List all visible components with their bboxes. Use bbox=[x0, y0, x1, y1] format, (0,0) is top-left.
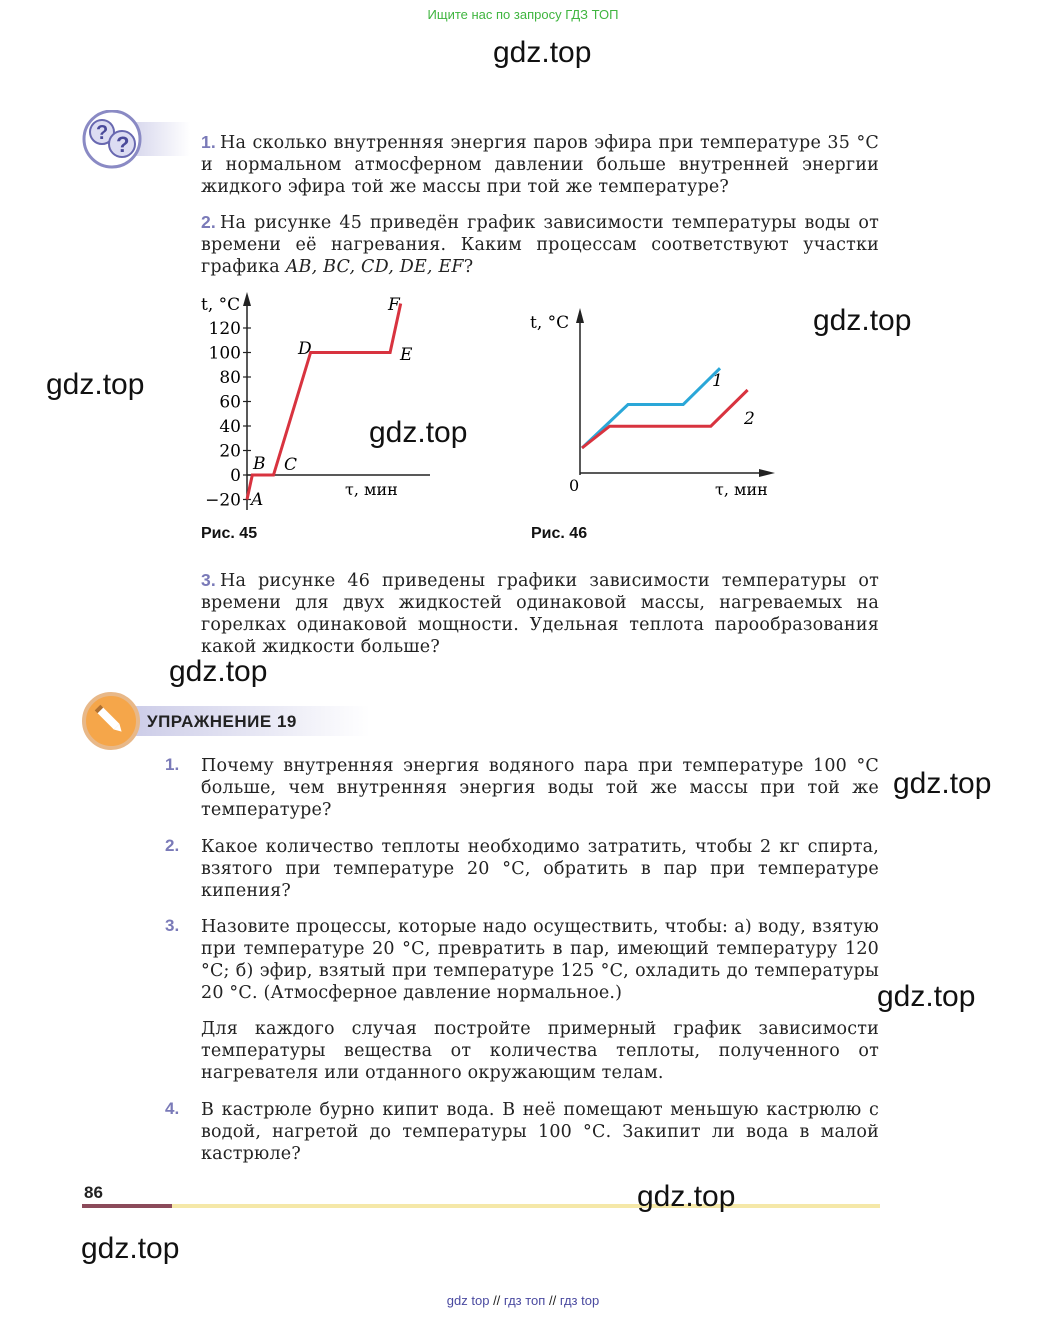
footer-sep-2: // bbox=[548, 1293, 557, 1308]
fig45-point-D: D bbox=[298, 339, 312, 359]
exercise-1-number: 1. bbox=[165, 755, 180, 774]
watermark: gdz.top bbox=[369, 416, 468, 449]
fig45-point-A: A bbox=[251, 490, 264, 510]
footer-bar bbox=[172, 1204, 880, 1208]
footer-link-1[interactable]: gdz top bbox=[446, 1293, 490, 1308]
fig45-y-arrow bbox=[243, 292, 251, 306]
svg-text:?: ? bbox=[96, 122, 109, 144]
exercise-1-text: Почему внутренняя энергия водяного пара при температуре 100 °С больше, чем внутренняя энергия воды той же массы при той же температуре? bbox=[201, 756, 879, 820]
page-number: 86 bbox=[84, 1183, 103, 1202]
fig46-chart bbox=[525, 305, 785, 505]
footer-link-3[interactable]: гдз top bbox=[559, 1293, 600, 1308]
footer-sep-1: // bbox=[493, 1293, 501, 1308]
question-2 bbox=[201, 211, 879, 278]
exercise-3-text: Назовите процессы, которые надо осуществить, чтобы: а) воду, взятую при температуре 20 °С, превратить в пар, имеющий температуру 120 °С; б) эфир, взятый при температуре 125 °С, охладить до температуры 20 °С. (Атмосферное давление нормальное.) bbox=[201, 917, 879, 1003]
question-2-end: ? bbox=[463, 257, 474, 277]
fig45-y-tick-label: 80 bbox=[219, 368, 241, 388]
fig45-y-tick-label: 40 bbox=[219, 417, 241, 437]
fig46-y-arrow bbox=[576, 308, 584, 323]
question-1-text: На сколько внутренняя энергия паров эфира при температуре 35 °С и нормальном атмосферном давлении больше внутренней энергии жидкого эфира той же массы при той же температуре? bbox=[201, 133, 879, 197]
fig45-point-B: B bbox=[253, 454, 266, 474]
watermark: gdz.top bbox=[169, 655, 268, 688]
page-number-bar bbox=[82, 1204, 172, 1208]
fig46-series-label-2: 2 bbox=[744, 409, 755, 429]
fig45-point-F: F bbox=[388, 295, 400, 315]
exercise-4-text: В кастрюле бурно кипит вода. В неё помещают меньшую кастрюлю с водой, нагретой до температуры 100 °С. Закипит ли вода в малой кастрюле? bbox=[201, 1100, 879, 1164]
fig46-series-2 bbox=[582, 390, 748, 448]
fig46-x-arrow bbox=[759, 469, 775, 477]
fig45-y-tick-label: 20 bbox=[219, 441, 241, 462]
exercise-3-number: 3. bbox=[165, 916, 180, 935]
fig45-point-E: E bbox=[400, 345, 413, 365]
exercise-4-number: 4. bbox=[165, 1099, 180, 1118]
fig45-series-line bbox=[247, 304, 401, 500]
top-note[interactable]: Ищите нас по запросу ГДЗ ТОП bbox=[427, 7, 619, 22]
fig45-x-label: τ, мин bbox=[345, 480, 398, 499]
exercise-2-text: Какое количество теплоты необходимо затратить, чтобы 2 кг спирта, взятого при температуре 20 °С, обратить в пар при температуре кипения? bbox=[201, 837, 879, 901]
question-3 bbox=[201, 569, 879, 658]
exercise-title: УПРАЖНЕНИЕ 19 bbox=[147, 712, 297, 731]
question-2-text: На рисунке 45 приведён график зависимости температуры воды от времени её нагревания. Каким процессам соответствуют участки графика bbox=[201, 213, 879, 277]
svg-text:?: ? bbox=[116, 132, 130, 157]
footer-link-2[interactable]: гдз топ bbox=[503, 1293, 546, 1308]
fig45-caption: Рис. 45 bbox=[201, 525, 258, 542]
watermark: gdz.top bbox=[893, 767, 992, 800]
fig45-y-label: t, °C bbox=[201, 295, 241, 315]
question-3-number: 3. bbox=[201, 570, 216, 590]
fig45-chart bbox=[195, 290, 445, 520]
exercise-header bbox=[82, 690, 372, 752]
fig45-y-tick-label: 100 bbox=[208, 343, 241, 364]
watermark: gdz.top bbox=[813, 304, 912, 337]
question-2-number: 2. bbox=[201, 212, 216, 232]
question-1-number: 1. bbox=[201, 132, 216, 152]
question-3-text: На рисунке 46 приведены графики зависимости температуры от времени для двух жидкостей одинаковой массы, нагреваемых на горелках одинаковой мощности. Удельная теплота парообразования какой жидкости больше? bbox=[201, 571, 879, 657]
fig45-y-tick-label: 60 bbox=[219, 392, 241, 413]
exercise-3-extra: Для каждого случая постройте примерный график зависимости температуры вещества от количества теплоты, полученного от нагревателя или отданного окружающим телам. bbox=[201, 1019, 879, 1083]
fig46-series-label-1: 1 bbox=[712, 371, 723, 391]
watermark: gdz.top bbox=[637, 1180, 736, 1213]
fig45-y-tick-label: 0 bbox=[230, 466, 241, 486]
questions-icon bbox=[82, 110, 192, 170]
fig46-y-label: t, °C bbox=[530, 313, 570, 333]
question-2-segments: AB, BC, CD, DE, EF bbox=[285, 257, 464, 277]
watermark-header: gdz.top bbox=[493, 36, 592, 69]
fig45-point-C: C bbox=[284, 455, 298, 475]
fig45-y-tick-label: −20 bbox=[205, 490, 241, 511]
footer-links bbox=[0, 1293, 1046, 1308]
watermark: gdz.top bbox=[81, 1232, 180, 1265]
exercise-2-number: 2. bbox=[165, 836, 180, 855]
watermark: gdz.top bbox=[877, 980, 976, 1013]
fig46-caption: Рис. 46 bbox=[531, 525, 588, 542]
watermark: gdz.top bbox=[46, 368, 145, 401]
fig46-x-label: τ, мин bbox=[715, 480, 768, 499]
fig46-series-1 bbox=[582, 368, 720, 448]
fig45-y-tick-label: 120 bbox=[208, 319, 241, 339]
question-1 bbox=[201, 131, 879, 198]
fig46-origin: 0 bbox=[569, 476, 580, 495]
